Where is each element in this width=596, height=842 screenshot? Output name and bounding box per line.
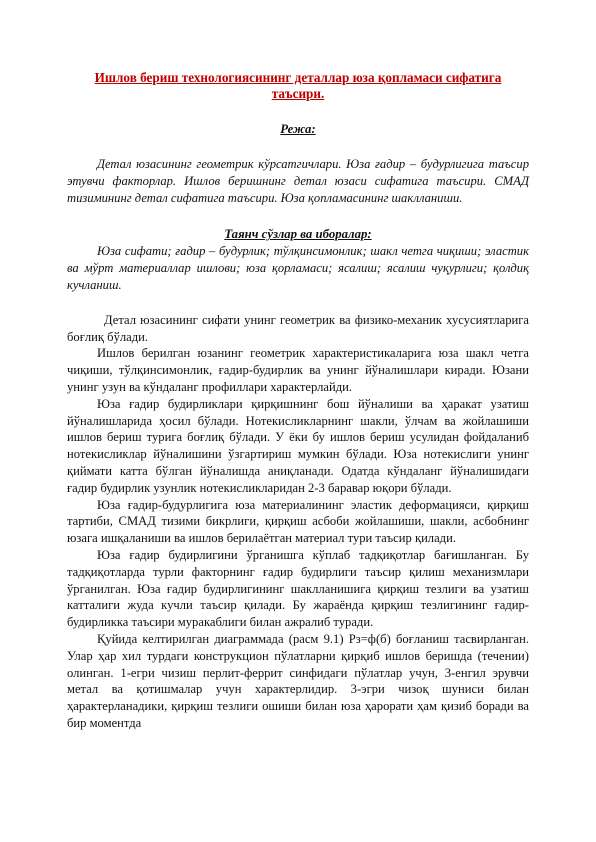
body-paragraph: Ишлов берилган юзанинг геометрик характеристикаларига юза шакл четга чиқиши, тўлқинсимонлик, ғадир-будирлик ва унинг йўналишлари киради. Юзани унинг узун ва кўндаланг профиллари характерлайди. <box>67 346 529 394</box>
body-paragraph: Юза ғадир будирлигини ўрганишга кўплаб тадқиқотлар бағишланган. Бу тадқиқотларда турли факторнинг ғадир будирлиги таъсир қилиш механизмлари ўрганилган. Юза ғадир будирлигининг шаклланишига қирқиш тезлиги ва узатиш катталиги жуда кучли таъсир қилади. Бу жараёнда қирқиш тезлигининг ғадир-будирликка таъсири муракаблиги билан ажралиб туради. <box>67 547 529 630</box>
keywords-text: Юза сифати; ғадир – будурлик; тўлқинсимонлик; шакл четга чиқиши; эластик ва мўрт материаллар ишлови; юза қорламаси; ясалиш; ясалиш чуқурлиги; қолдиқ кучланиш. <box>67 244 529 292</box>
document-page <box>67 70 529 732</box>
body-paragraph: Детал юзасининг сифати унинг геометрик ва физико-механик хусусиятларига боғлиқ бўлади. <box>67 312 529 344</box>
keywords-heading: Таянч сўзлар ва иборалар: <box>224 227 372 242</box>
body-paragraph: Юза ғадир будирликлари қирқишнинг бош йўналиши ва ҳаракат узатиш йўналишларида ҳосил бўлади. Нотекисликларнинг шакли, ўлчам ва жойлашиши ишлов бериш турига боғлиқ бўлади. У ёки бу ишлов бериш усулидан фойдаланиб нотекисликлар йўналишини ўзгартириш мумкин бўлади. Юза нотекислиги унинг қиймати катта бўлган йўналишда аниқланади. Одатда кўндаланг йўналишидаги ғадир будирлик узунлик нотекисликларидан 2-3 баравар юқори бўлади. <box>67 396 529 495</box>
body-paragraph: Қуйида келтирилган диаграммада (расм 9.1) Рз=ф(б) боғланиш тасвирланган. Улар ҳар хил турдаги конструкцион пўлатларни қирқиб ишлов беришда (течении) олинган. 1-егри чизиш перлит-феррит синфидаги пўлатлар учун, 3-енгил эрувчи метал ва қотишмалар учун характерлидир. 3-эгри чизоқ шуниси билан ҳарактерланадики, қирқиш тезлиги ошиши билан юза ҳарорати ҳам қизиб боради ва бир моментда <box>67 631 529 730</box>
body-paragraph: Юза ғадир-будурлигига юза материалининг эластик деформацияси, қирқиш тартиби, СМАД тизими бикрлиги, қирқиш асбоби жойлашиши, шакли, асбобнинг юзага ишқаланиши ва ишлов берилаётган материал тури таъсир қилади. <box>67 497 529 546</box>
plan-text: Детал юзасининг геометрик кўрсатгичлари. Юза ғадир – будурлигига таъсир этувчи факторлар. Ишлов беришнинг детал юзаси сифатига таъсири. СМАД тизимининг детал сифатига таъсири. Юза қопламасининг шаклланиши. <box>67 157 529 205</box>
document-title: Ишлов бериш технологиясининг деталлар юза қопламаси сифатига таъсири. <box>94 70 502 101</box>
plan-heading: Режа: <box>280 122 316 136</box>
